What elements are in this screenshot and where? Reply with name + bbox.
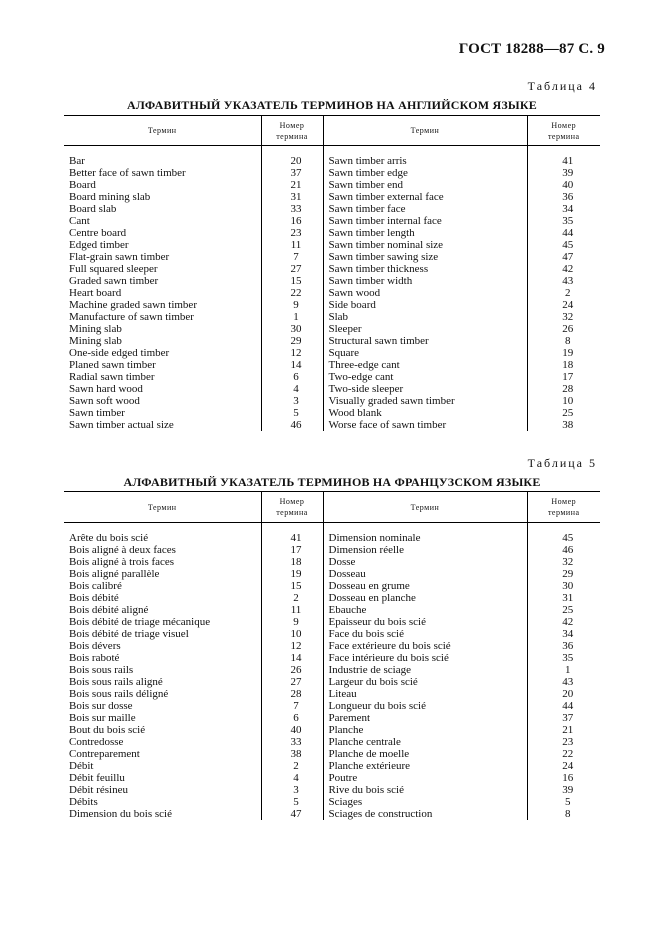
term-right: Epaisseur du bois scié <box>323 616 527 628</box>
table-row <box>64 167 600 179</box>
term-left: Bois débité de triage visuel <box>64 628 261 640</box>
table-row <box>64 652 600 664</box>
number-right: 17 <box>562 371 574 383</box>
term-right: Dosseau en grume <box>323 580 527 592</box>
number-left: 5 <box>261 796 323 808</box>
term-left: Bois sur dosse <box>64 700 261 712</box>
number-left: 1 <box>261 311 323 323</box>
term-left: Board slab <box>64 203 261 215</box>
number-right: 31 <box>562 592 574 604</box>
table-row <box>64 395 600 407</box>
term-right: Dosseau <box>323 568 527 580</box>
table-row <box>64 191 600 203</box>
number-left: 4 <box>261 383 323 395</box>
table-row <box>64 407 600 419</box>
table-row <box>64 179 600 191</box>
term-left: Bois aligné parallèle <box>64 568 261 580</box>
table4-header-term-1: Термин <box>64 116 261 146</box>
term-right: Structural sawn timber <box>323 335 527 347</box>
table-row <box>64 335 600 347</box>
term-right: Planche extérieure <box>323 760 527 772</box>
number-right: 32 <box>562 311 574 323</box>
term-left: Bois raboté <box>64 652 261 664</box>
table-row <box>64 616 600 628</box>
number-left: 46 <box>261 419 323 431</box>
table4-header-number-1: Номер термина <box>261 116 323 146</box>
term-right: Three-edge cant <box>323 359 527 371</box>
number-right: 1 <box>565 664 571 676</box>
table-row <box>64 748 600 760</box>
term-right: Planche centrale <box>323 736 527 748</box>
term-left: Contredosse <box>64 736 261 748</box>
number-right: 39 <box>562 784 574 796</box>
number-left: 4 <box>261 772 323 784</box>
term-right: Planche <box>323 724 527 736</box>
term-left: Bois débité de triage mécanique <box>64 616 261 628</box>
table-row <box>64 784 600 796</box>
term-left: Sawn timber <box>64 407 261 419</box>
term-right: Liteau <box>323 688 527 700</box>
table-row <box>64 287 600 299</box>
term-right: Sawn timber nominal size <box>323 239 527 251</box>
number-right: 47 <box>562 251 574 263</box>
term-left: Arête du bois scié <box>64 532 261 544</box>
number-left: 47 <box>261 808 323 820</box>
term-right: Dimension nominale <box>323 532 527 544</box>
term-right: Face du bois scié <box>323 628 527 640</box>
number-right: 35 <box>562 215 574 227</box>
term-right: Sciages <box>323 796 527 808</box>
term-left: Sawn soft wood <box>64 395 261 407</box>
term-left: Better face of sawn timber <box>64 167 261 179</box>
table-row <box>64 604 600 616</box>
term-right: Sawn timber arris <box>323 155 527 167</box>
number-left: 18 <box>261 556 323 568</box>
number-right: 19 <box>562 347 574 359</box>
table5-label: Таблица 5 <box>527 456 597 470</box>
number-left: 5 <box>261 407 323 419</box>
table-row <box>64 628 600 640</box>
table-row <box>64 640 600 652</box>
table5 <box>64 491 600 820</box>
number-right: 45 <box>562 239 574 251</box>
number-left: 2 <box>261 760 323 772</box>
table-row <box>64 772 600 784</box>
term-right: Side board <box>323 299 527 311</box>
number-left: 12 <box>261 347 323 359</box>
number-right: 18 <box>562 359 574 371</box>
table5-spacer-row <box>64 523 600 533</box>
number-right: 16 <box>562 772 574 784</box>
term-right: Industrie de sciage <box>323 664 527 676</box>
page-header: ГОСТ 18288—87 С. 9 <box>458 41 605 57</box>
number-left: 33 <box>261 203 323 215</box>
number-left: 30 <box>261 323 323 335</box>
number-left: 22 <box>261 287 323 299</box>
number-right: 35 <box>562 652 574 664</box>
table-row <box>64 323 600 335</box>
number-left: 10 <box>261 628 323 640</box>
table-row <box>64 311 600 323</box>
term-left: Débits <box>64 796 261 808</box>
table-row <box>64 796 600 808</box>
term-right: Sawn timber length <box>323 227 527 239</box>
number-left: 40 <box>261 724 323 736</box>
number-right: 23 <box>562 736 574 748</box>
number-left: 2 <box>261 592 323 604</box>
number-right: 32 <box>562 556 574 568</box>
table-row <box>64 299 600 311</box>
term-right: Sawn timber sawing size <box>323 251 527 263</box>
term-right: Rive du bois scié <box>323 784 527 796</box>
term-left: Dimension du bois scié <box>64 808 261 820</box>
table-row <box>64 736 600 748</box>
term-right: Dimension réelle <box>323 544 527 556</box>
number-left: 16 <box>261 215 323 227</box>
number-left: 9 <box>261 299 323 311</box>
term-right: Two-edge cant <box>323 371 527 383</box>
term-left: Sawn hard wood <box>64 383 261 395</box>
term-left: Board mining slab <box>64 191 261 203</box>
term-right: Sleeper <box>323 323 527 335</box>
table5-header-term-2: Термин <box>323 492 527 523</box>
table5-header-number-2: Номер термина <box>527 492 600 523</box>
number-right: 8 <box>565 335 571 347</box>
table4-spacer-row <box>64 146 600 156</box>
table4-label: Таблица 4 <box>527 79 597 93</box>
number-left: 29 <box>261 335 323 347</box>
number-right: 34 <box>562 203 574 215</box>
term-left: Planed sawn timber <box>64 359 261 371</box>
term-left: Débit feuillu <box>64 772 261 784</box>
number-right: 8 <box>565 808 571 820</box>
table-row <box>64 760 600 772</box>
number-right: 26 <box>562 323 574 335</box>
table-row <box>64 532 600 544</box>
number-left: 15 <box>261 580 323 592</box>
number-right: 28 <box>562 383 574 395</box>
term-left: Full squared sleeper <box>64 263 261 275</box>
number-left: 26 <box>261 664 323 676</box>
table-row <box>64 712 600 724</box>
table-row <box>64 203 600 215</box>
number-right: 43 <box>562 275 574 287</box>
number-right: 39 <box>562 167 574 179</box>
term-left: Board <box>64 179 261 191</box>
number-right: 46 <box>562 544 574 556</box>
table-row <box>64 664 600 676</box>
number-right: 42 <box>562 616 574 628</box>
term-left: Bois dévers <box>64 640 261 652</box>
term-left: Bar <box>64 155 261 167</box>
term-right: Visually graded sawn timber <box>323 395 527 407</box>
term-right: Face intérieure du bois scié <box>323 652 527 664</box>
number-left: 6 <box>261 371 323 383</box>
term-left: Débit <box>64 760 261 772</box>
term-right: Longueur du bois scié <box>323 700 527 712</box>
table5-title: АЛФАВИТНЫЙ УКАЗАТЕЛЬ ТЕРМИНОВ НА ФРАНЦУЗСКОМ ЯЗЫКЕ <box>123 475 541 489</box>
number-left: 41 <box>261 532 323 544</box>
term-left: Bois aligné à deux faces <box>64 544 261 556</box>
term-right: Sawn timber width <box>323 275 527 287</box>
number-right: 24 <box>562 760 574 772</box>
term-right: Wood blank <box>323 407 527 419</box>
number-left: 37 <box>261 167 323 179</box>
term-left: Heart board <box>64 287 261 299</box>
number-left: 15 <box>261 275 323 287</box>
term-right: Slab <box>323 311 527 323</box>
table-row <box>64 371 600 383</box>
number-left: 14 <box>261 359 323 371</box>
number-right: 41 <box>562 155 574 167</box>
number-right: 36 <box>562 191 574 203</box>
number-left: 33 <box>261 736 323 748</box>
table-row <box>64 155 600 167</box>
number-right: 37 <box>562 712 574 724</box>
number-right: 25 <box>562 604 574 616</box>
number-right: 34 <box>562 628 574 640</box>
term-right: Worse face of sawn timber <box>323 419 527 431</box>
number-left: 21 <box>261 179 323 191</box>
table-row <box>64 263 600 275</box>
number-left: 28 <box>261 688 323 700</box>
number-left: 7 <box>261 700 323 712</box>
table-row <box>64 359 600 371</box>
number-left: 14 <box>261 652 323 664</box>
table-row <box>64 580 600 592</box>
table-row <box>64 688 600 700</box>
term-left: Bois débité <box>64 592 261 604</box>
term-right: Square <box>323 347 527 359</box>
term-left: Edged timber <box>64 239 261 251</box>
number-right: 38 <box>562 419 574 431</box>
number-left: 12 <box>261 640 323 652</box>
term-right: Sawn timber end <box>323 179 527 191</box>
table4-header-number-2: Номер термина <box>527 116 600 146</box>
number-right: 5 <box>565 796 571 808</box>
number-right: 10 <box>562 395 574 407</box>
term-right: Ebauche <box>323 604 527 616</box>
number-left: 20 <box>261 155 323 167</box>
term-left: Contreparement <box>64 748 261 760</box>
term-right: Planche de moelle <box>323 748 527 760</box>
number-left: 6 <box>261 712 323 724</box>
number-right: 45 <box>562 532 574 544</box>
number-left: 9 <box>261 616 323 628</box>
number-right: 42 <box>562 263 574 275</box>
number-right: 44 <box>562 227 574 239</box>
term-left: Bout du bois scié <box>64 724 261 736</box>
term-right: Face extérieure du bois scié <box>323 640 527 652</box>
number-left: 31 <box>261 191 323 203</box>
number-right: 20 <box>562 688 574 700</box>
table5-header-number-1: Номер термина <box>261 492 323 523</box>
table-row <box>64 227 600 239</box>
term-right: Parement <box>323 712 527 724</box>
term-left: Cant <box>64 215 261 227</box>
number-right: 21 <box>562 724 574 736</box>
table-row <box>64 275 600 287</box>
term-right: Sawn wood <box>323 287 527 299</box>
table-row <box>64 700 600 712</box>
table4-title: АЛФАВИТНЫЙ УКАЗАТЕЛЬ ТЕРМИНОВ НА АНГЛИЙСКОМ ЯЗЫКЕ <box>127 98 537 112</box>
table-row <box>64 808 600 820</box>
table-row <box>64 239 600 251</box>
number-right: 44 <box>562 700 574 712</box>
term-right: Dosseau en planche <box>323 592 527 604</box>
number-right: 22 <box>562 748 574 760</box>
term-left: Radial sawn timber <box>64 371 261 383</box>
table-row <box>64 383 600 395</box>
table-row <box>64 215 600 227</box>
number-left: 38 <box>261 748 323 760</box>
term-left: Flat-grain sawn timber <box>64 251 261 263</box>
number-left: 3 <box>261 395 323 407</box>
number-right: 29 <box>562 568 574 580</box>
number-right: 40 <box>562 179 574 191</box>
term-left: One-side edged timber <box>64 347 261 359</box>
term-right: Sawn timber thickness <box>323 263 527 275</box>
number-left: 11 <box>261 239 323 251</box>
number-left: 19 <box>261 568 323 580</box>
term-left: Centre board <box>64 227 261 239</box>
term-right: Sawn timber edge <box>323 167 527 179</box>
term-left: Bois sous rails <box>64 664 261 676</box>
number-left: 23 <box>261 227 323 239</box>
term-left: Graded sawn timber <box>64 275 261 287</box>
term-right: Sciages de construction <box>323 808 527 820</box>
term-right: Dosse <box>323 556 527 568</box>
term-left: Bois débité aligné <box>64 604 261 616</box>
table4-header-term-2: Термин <box>323 116 527 146</box>
number-right: 43 <box>562 676 574 688</box>
table5-header-term-1: Термин <box>64 492 261 523</box>
term-left: Débit résineu <box>64 784 261 796</box>
number-right: 25 <box>562 407 574 419</box>
term-left: Bois sur maille <box>64 712 261 724</box>
term-left: Bois sous rails déligné <box>64 688 261 700</box>
term-right: Sawn timber internal face <box>323 215 527 227</box>
table4 <box>64 115 600 431</box>
number-left: 3 <box>261 784 323 796</box>
term-left: Machine graded sawn timber <box>64 299 261 311</box>
table-row <box>64 724 600 736</box>
number-left: 17 <box>261 544 323 556</box>
term-right: Largeur du bois scié <box>323 676 527 688</box>
number-right: 30 <box>562 580 574 592</box>
number-left: 7 <box>261 251 323 263</box>
table-row <box>64 347 600 359</box>
term-left: Sawn timber actual size <box>64 419 261 431</box>
table-row <box>64 544 600 556</box>
term-left: Manufacture of sawn timber <box>64 311 261 323</box>
table-row <box>64 568 600 580</box>
table-row <box>64 419 600 431</box>
number-right: 24 <box>562 299 574 311</box>
table-row <box>64 556 600 568</box>
number-left: 27 <box>261 676 323 688</box>
term-right: Two-side sleeper <box>323 383 527 395</box>
table-row <box>64 251 600 263</box>
term-right: Sawn timber face <box>323 203 527 215</box>
table-row <box>64 676 600 688</box>
term-left: Mining slab <box>64 335 261 347</box>
term-left: Bois aligné à trois faces <box>64 556 261 568</box>
term-left: Mining slab <box>64 323 261 335</box>
term-right: Poutre <box>323 772 527 784</box>
term-left: Bois calibré <box>64 580 261 592</box>
term-left: Bois sous rails aligné <box>64 676 261 688</box>
term-right: Sawn timber external face <box>323 191 527 203</box>
number-left: 27 <box>261 263 323 275</box>
table-row <box>64 592 600 604</box>
number-right: 36 <box>562 640 574 652</box>
number-left: 11 <box>261 604 323 616</box>
number-right: 2 <box>565 287 571 299</box>
